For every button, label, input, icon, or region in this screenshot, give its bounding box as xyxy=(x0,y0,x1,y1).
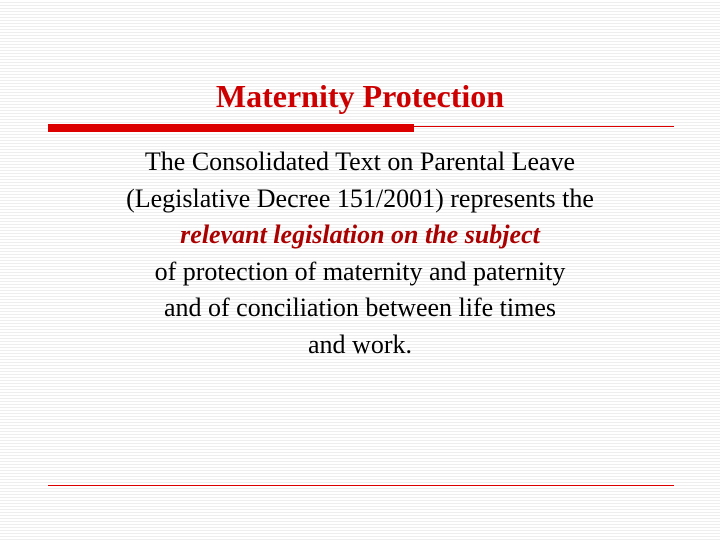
body-line: and work. xyxy=(308,329,412,359)
slide-title: Maternity Protection xyxy=(215,78,505,114)
title-underline-thin xyxy=(414,126,674,127)
body-line: (Legislative Decree 151/2001) represents the xyxy=(126,183,594,213)
body-line-emphasis: relevant legislation on the subject xyxy=(180,220,540,249)
slide-body xyxy=(40,144,680,363)
footer-rule xyxy=(48,485,674,486)
body-line: of protection of maternity and paternity xyxy=(154,256,566,286)
title-underline-thick xyxy=(48,124,414,132)
body-line: and of conciliation between life times xyxy=(163,293,557,322)
body-line: The Consolidated Text on Parental Leave xyxy=(144,147,576,176)
